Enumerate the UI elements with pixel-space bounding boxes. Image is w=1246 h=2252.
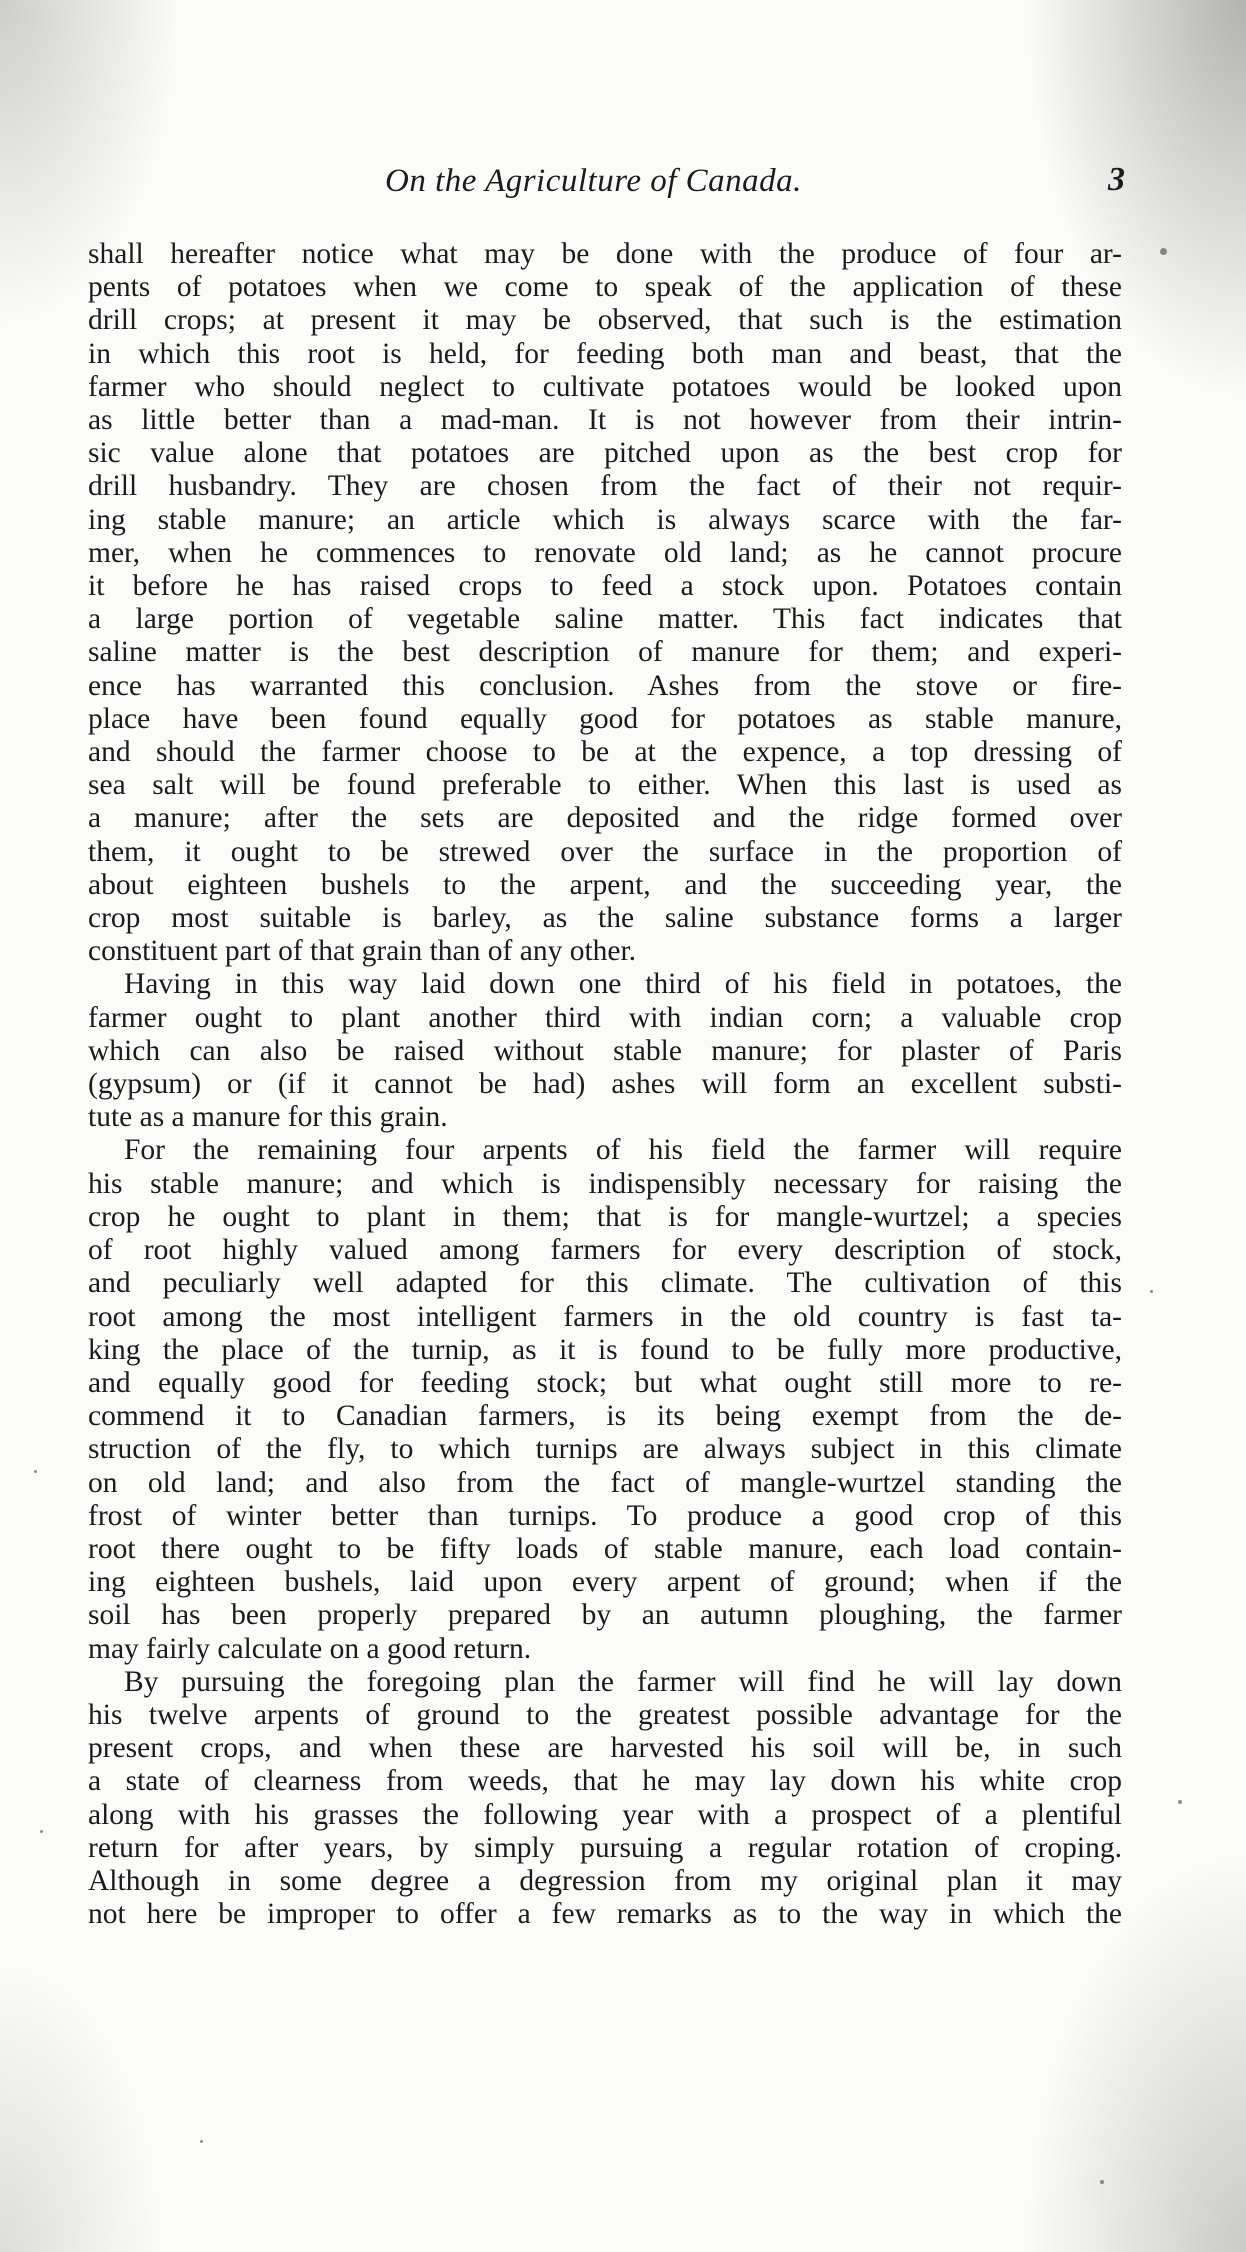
text-line: may fairly calculate on a good return. — [88, 1632, 532, 1665]
text-line: Having in this way laid down one third of his field in potatoes, the — [124, 968, 1122, 1001]
scan-speck — [1160, 248, 1167, 255]
text-line: shall hereafter notice what may be done with the produce of four ar- — [88, 238, 1122, 270]
text-line: present crops, and when these are harvested his soil will be, in such — [88, 1732, 1122, 1765]
text-line: root there ought to be fifty loads of stable manure, each load contain- — [88, 1532, 1122, 1565]
text-line: not here be improper to offer a few remarks as to the way in which the — [88, 1898, 1122, 1931]
text-line: struction of the fly, to which turnips are always subject in this climate — [88, 1433, 1122, 1466]
scan-speck — [1100, 2180, 1104, 2184]
text-line: of root highly valued among farmers for every description of stock, — [88, 1234, 1122, 1267]
paragraph — [88, 1666, 1122, 1932]
scan-speck — [34, 1470, 37, 1473]
text-line: king the place of the turnip, as it is found to be fully more productive, — [88, 1333, 1122, 1366]
text-line: (gypsum) or (if it cannot be had) ashes will form an excellent substi- — [88, 1068, 1122, 1101]
page-header — [0, 163, 1246, 213]
scan-speck — [200, 2140, 203, 2143]
text-line: mer, when he commences to renovate old land; as he cannot procure — [88, 536, 1122, 569]
text-line: and should the farmer choose to be at the expence, a top dressing of — [88, 736, 1122, 769]
text-line: it before he has raised crops to feed a stock upon. Potatoes contain — [88, 570, 1122, 603]
paragraph — [88, 238, 1122, 968]
text-line: For the remaining four arpents of his field the farmer will require — [124, 1134, 1122, 1167]
text-line: farmer ought to plant another third with indian corn; a valuable crop — [88, 1001, 1122, 1034]
text-line: them, it ought to be strewed over the surface in the proportion of — [88, 835, 1122, 868]
text-line: about eighteen bushels to the arpent, and the succeeding year, the — [88, 868, 1122, 901]
running-title: On the Agriculture of Canada. — [385, 163, 802, 199]
scan-speck — [1178, 1800, 1182, 1804]
text-line: drill crops; at present it may be observed, that such is the estimation — [88, 304, 1122, 337]
text-line: crop most suitable is barley, as the saline substance forms a larger — [88, 902, 1122, 935]
text-line: on old land; and also from the fact of mangle-wurtzel standing the — [88, 1466, 1122, 1499]
text-line: root among the most intelligent farmers in the old country is fast ta- — [88, 1300, 1122, 1333]
text-line: his stable manure; and which is indispensibly necessary for raising the — [88, 1167, 1122, 1200]
text-line: farmer who should neglect to cultivate potatoes would be looked upon — [88, 370, 1122, 403]
body-text — [88, 238, 1122, 1931]
text-line: and peculiarly well adapted for this climate. The cultivation of this — [88, 1267, 1122, 1300]
text-line: return for after years, by simply pursuing a regular rotation of croping. — [88, 1831, 1122, 1864]
text-line: ing eighteen bushels, laid upon every arpent of ground; when if the — [88, 1566, 1122, 1599]
paragraph — [88, 968, 1122, 1134]
text-line: in which this root is held, for feeding both man and beast, that the — [88, 337, 1122, 370]
text-line: sic value alone that potatoes are pitched upon as the best crop for — [88, 437, 1122, 470]
text-line: which can also be raised without stable manure; for plaster of Paris — [88, 1034, 1122, 1067]
text-line: commend it to Canadian farmers, is its being exempt from the de- — [88, 1400, 1122, 1433]
text-line: a manure; after the sets are deposited and the ridge formed over — [88, 802, 1122, 835]
text-line: place have been found equally good for potatoes as stable manure, — [88, 702, 1122, 735]
text-line: ing stable manure; an article which is always scarce with the far- — [88, 503, 1122, 536]
text-line: By pursuing the foregoing plan the farmer will find he will lay down — [124, 1665, 1122, 1698]
text-line: pents of potatoes when we come to speak of the application of these — [88, 271, 1122, 304]
scan-speck — [40, 1830, 43, 1833]
text-line: crop he ought to plant in them; that is for mangle-wurtzel; a species — [88, 1200, 1122, 1233]
text-line: sea salt will be found preferable to either. When this last is used as — [88, 769, 1122, 802]
text-line: ence has warranted this conclusion. Ashes from the stove or fire- — [88, 669, 1122, 702]
text-line: a large portion of vegetable saline matter. This fact indicates that — [88, 603, 1122, 636]
text-line: as little better than a mad-man. It is not however from their intrin- — [88, 404, 1122, 437]
paragraph — [88, 1134, 1122, 1665]
text-line: a state of clearness from weeds, that he may lay down his white crop — [88, 1765, 1122, 1798]
text-line: and equally good for feeding stock; but what ought still more to re- — [88, 1366, 1122, 1399]
text-line: soil has been properly prepared by an autumn ploughing, the farmer — [88, 1599, 1122, 1632]
scan-speck — [1150, 1290, 1153, 1293]
page-number: 3 — [1108, 161, 1125, 198]
text-line: frost of winter better than turnips. To produce a good crop of this — [88, 1499, 1122, 1532]
text-line: along with his grasses the following year with a prospect of a plentiful — [88, 1798, 1122, 1831]
text-line: Although in some degree a degression from my original plan it may — [88, 1864, 1122, 1897]
text-line: drill husbandry. They are chosen from the fact of their not requir- — [88, 470, 1122, 503]
text-line: saline matter is the best description of manure for them; and experi- — [88, 636, 1122, 669]
text-line: his twelve arpents of ground to the greatest possible advantage for the — [88, 1698, 1122, 1731]
text-line: constituent part of that grain than of any other. — [88, 935, 637, 968]
text-line: tute as a manure for this grain. — [88, 1101, 448, 1134]
